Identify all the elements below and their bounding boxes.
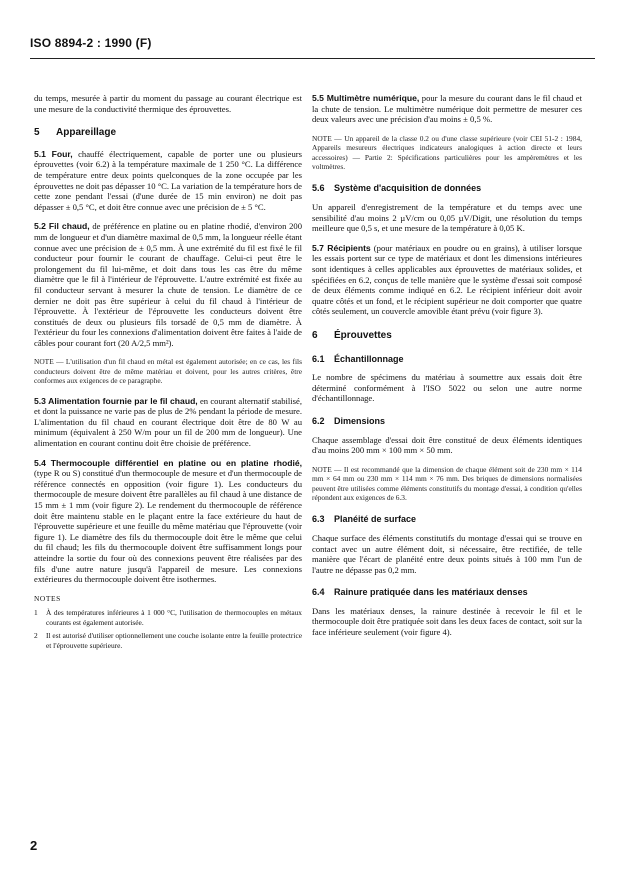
section-title: Appareillage bbox=[56, 127, 117, 139]
subsection-6-1-heading bbox=[312, 354, 582, 365]
clause-text: de préférence en platine ou en platine rhodié, d'environ 200 mm de longueur et d'un diamètre maximal de 0,5 mm, la longueur réelle étant connue avec une précision de ± 0,5 mm. À une extrémité du fil est fixé le fil conducteur pour fournir le courant de chauffage. Celui-ci peut être le prolongement du fil lui-même, et doit dans tous les cas être du même diamètre que le fil à l'intérieur de l'éprouvette. L'autre extrémité est fixée au fil conducteur servant à mesurer la chute de tension. Le diamètre de ce dernier ne doit pas être supérieur à celui du fil chaud à l'intérieur de l'éprouvette. À l'extérieur de l'éprouvette les conducteurs doivent être constitués de deux ou plusieurs fils torsadé de 0,5 mm de diamètre. À l'extérieur du four les connexions d'alimentation doivent être faites à l'aide de câbles pour courant fort (20 A/2,5 mm²). bbox=[34, 221, 302, 348]
subsection-title: Rainure pratiquée dans les matériaux denses bbox=[334, 587, 528, 598]
clause-text: en courant alternatif stabilisé, et dont la puissance ne varie pas de plus de 2% pendant la période de mesure. L'alimentation du fil chaud en courant électrique doit être de 80 W au minimum (équivalent à 250 W/m pour un fil de 200 mm de longueur). Une alimentation en courant continu doit être choisie de préférence. bbox=[34, 395, 302, 449]
subsection-number: 6.3 bbox=[312, 514, 325, 525]
subsection-number: 5.6 bbox=[312, 183, 325, 194]
subsection-title: Système d'acquisition de données bbox=[334, 183, 482, 194]
paragraph-6-2: Chaque assemblage d'essai doit être constitué de deux éléments identiques d'au moins 200 mm × 100 mm × 50 mm. bbox=[312, 434, 582, 456]
note-6-2: NOTE — Il est recommandé que la dimension de chaque élément soit de 230 mm × 114 mm × 64 mm ou 230 mm × 114 mm × 76 mm. Des briques de dimensions normalisées peuvent être utilisées comme éléments constitutifs du montage d'essai, à condition qu'elles répondent aux exigences de 6.3. bbox=[312, 464, 582, 502]
page-number: 2 bbox=[30, 838, 38, 853]
section-6-heading bbox=[312, 331, 582, 342]
left-column bbox=[34, 93, 302, 654]
note-item-1 bbox=[34, 608, 302, 627]
paragraph-6-3: Chaque surface des éléments constitutifs du montage d'essai qui se trouve en contact avec un autre élément doit, si nécessaire, être rectifiée, de telle manière que l'écart de planéité entre deux points situés à 100 mm l'un de l'autre ne dépasse pas 0,2 mm. bbox=[312, 532, 582, 575]
paragraph-6-1: Le nombre de spécimens du matériau à soumettre aux essais doit être déterminé conformément à l'ISO 5022 ou selon une autre norme d'échantillonnage. bbox=[312, 372, 582, 404]
clause-text: (pour matériaux en poudre ou en grains), à utiliser lorsque les essais portent sur ce type de matériaux et dont les dimensions intérieures sont identiques à celles applicables aux éprouvettes de matériaux solides, et spécifiées en 6.2, conçus de telle manière que le système d'essai soit composé de deux éléments comme indiqué en 6.2. Le récipient inférieur doit avoir quatre côtés et un fond, et le récipient supérieur ne doit comporter que quatre côtés seulement, un couvercle amovible étant prévu (voir figure 3). bbox=[312, 242, 582, 317]
paragraph-6-4: Dans les matériaux denses, la rainure destinée à recevoir le fil et le thermocouple doit être pratiquée soit dans les deux faces de contact, soit sur la face inférieure seulement (voir figure 4). bbox=[312, 605, 582, 638]
clause-5-7 bbox=[312, 243, 582, 317]
note-text: Il est autorisé d'utiliser optionnellement une couche isolante entre la feuille protectrice et l'éprouvette supérieure. bbox=[46, 631, 302, 650]
clause-lead: 5.2 Fil chaud, bbox=[34, 221, 90, 232]
note-5-5: NOTE — Un appareil de la classe 0.2 ou d'une classe supérieure (voir CEI 51-2 : 1984, Appareils mesureurs électriques indicateurs analogiques à action directe et leurs accessoires) — Partie 2: Spécifications particulières pour les ampèremètres et les voltmètres. bbox=[312, 133, 582, 171]
clause-lead: 5.3 Alimentation fournie par le fil chaud, bbox=[34, 395, 198, 406]
subsection-number: 6.4 bbox=[312, 587, 325, 598]
clause-lead: 5.1 Four, bbox=[34, 148, 73, 159]
clause-5-5 bbox=[312, 93, 582, 125]
note-number: 1 bbox=[34, 608, 38, 618]
clause-lead: 5.7 Récipients bbox=[312, 242, 371, 253]
subsection-number: 6.2 bbox=[312, 415, 325, 426]
clause-text: chauffé électriquement, capable de porter une ou plusieurs éprouvettes (voir 6.2) à la température maximale de 1 250 °C. La différence de température entre deux points quelconques de la zone occupée par les éprouvettes ne doit pas dépasser 10 °C. La variation de la température hors de cette zone pendant l'essai (d'une durée de 15 min environ) ne doit pas dépasser ± 0,5 °C, et doit être connue avec une précision de ± 5 °C. bbox=[34, 148, 303, 212]
section-title: Éprouvettes bbox=[334, 329, 392, 341]
document-header: ISO 8894-2 : 1990 (F) bbox=[30, 36, 152, 50]
right-column bbox=[312, 93, 582, 647]
subsection-title: Échantillonnage bbox=[334, 353, 404, 364]
note-number: 2 bbox=[34, 631, 38, 641]
paragraph-5-6: Un appareil d'enregistrement de la température et du temps avec une sensibilité d'au moins 2 µV/cm ou 0,05 µV/Digit, une résolution du temps meilleure que 0,5 s, et une mesure de la température à 0,05 K. bbox=[312, 202, 582, 234]
note-text: À des températures inférieures à 1 000 °C, l'utilisation de thermocouples en métaux courants est également autorisée. bbox=[46, 608, 302, 627]
subsection-number: 6.1 bbox=[312, 353, 325, 364]
clause-lead: 5.5 Multimètre numérique, bbox=[312, 93, 420, 103]
notes-heading: NOTES bbox=[34, 593, 61, 603]
section-number: 6 bbox=[312, 329, 318, 341]
subsection-6-2-heading bbox=[312, 416, 582, 427]
clause-lead: 5.4 Thermocouple différentiel en platine ou en platine rhodié, bbox=[34, 457, 302, 468]
clause-5-1 bbox=[34, 149, 302, 213]
intro-paragraph: du temps, mesurée à partir du moment du passage au courant électrique est une mesure de la conductivité thermique des éprouvettes. bbox=[34, 93, 302, 114]
section-number: 5 bbox=[34, 127, 40, 139]
note-item-2 bbox=[34, 631, 302, 650]
section-5-heading bbox=[34, 128, 302, 139]
clause-5-4 bbox=[34, 458, 302, 585]
clause-5-3 bbox=[34, 396, 302, 449]
note-5-2: NOTE — L'utilisation d'un fil chaud en métal est également autorisée; en ce cas, les fils conducteurs doivent être de même matériau et doivent, pour les autres critères, être conformes aux exigences de ce paragraphe. bbox=[34, 357, 302, 386]
clause-text: (type R ou S) constitué d'un thermocouple de mesure et d'un thermocouple de référence connectés en opposition (voir figure 1). Les conducteurs du thermocouple de mesure doivent être parallèles au fil chaud à une distance de 15 mm ± 1 mm (voir figure 2). Le rendement du thermocouple de référence doit être maintenu stable en le plaçant entre la face extérieure du haut de l'éprouvette supérieure et une feuille du même matériau que l'éprouvette (voir figure 1). Le diamètre des fils du thermocouple doit être le même que celui du fil chaud; les fils du thermocouple doivent être suffisamment longs pour atteindre la sortie du four où des connexions peuvent être réalisées par des fils d'une autre nature jusqu'à l'appareil de mesure. Les connexions extérieures du thermocouple doivent être isothermes. bbox=[34, 468, 302, 585]
subsection-title: Planéité de surface bbox=[334, 514, 417, 525]
subsection-title: Dimensions bbox=[334, 415, 386, 426]
clause-5-2 bbox=[34, 221, 302, 348]
subsection-6-4-heading bbox=[312, 587, 582, 598]
subsection-5-6-heading bbox=[312, 183, 582, 194]
subsection-6-3-heading bbox=[312, 514, 582, 525]
header-rule bbox=[30, 58, 595, 59]
clause-text: pour la mesure du courant dans le fil chaud et la chute de tension. Le multimètre numérique doit permettre de mesurer ces deux valeurs avec une précision d'au moins ± 0,5 %. bbox=[312, 93, 582, 125]
